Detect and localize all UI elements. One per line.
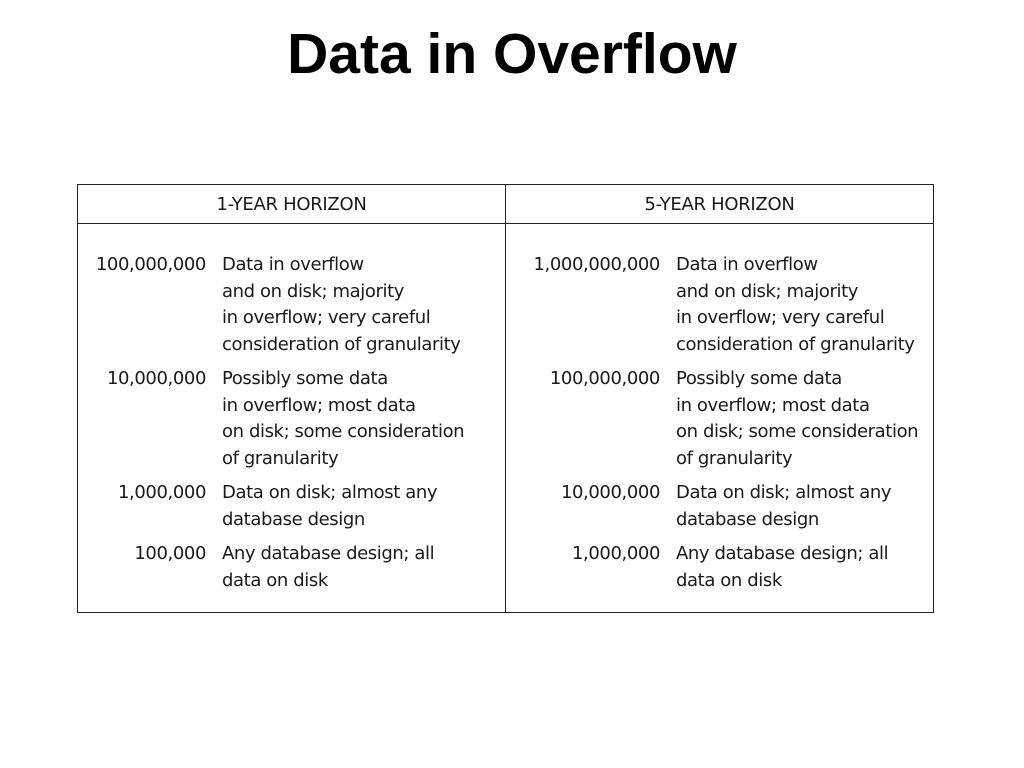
row-value: 100,000,000 <box>549 368 660 389</box>
row-description: Any database design; all data on disk <box>676 543 889 591</box>
column-header: 1-YEAR HORIZON <box>78 185 505 224</box>
column-1-year <box>78 185 506 612</box>
row-description: Data on disk; almost any database design <box>676 482 892 530</box>
table-row <box>78 252 505 358</box>
row-value: 1,000,000 <box>117 482 206 503</box>
row-value: 1,000,000 <box>571 543 660 564</box>
column-rows <box>506 224 933 594</box>
row-value: 10,000,000 <box>106 368 206 389</box>
table-row <box>506 366 933 472</box>
table-row <box>78 541 505 594</box>
table-row <box>506 252 933 358</box>
row-description: Data in overflow and on disk; majority in overflow; very careful consideration of granularity <box>676 254 915 355</box>
row-value: 10,000,000 <box>560 482 660 503</box>
row-description: Data on disk; almost any database design <box>222 482 438 530</box>
horizon-table <box>77 184 934 613</box>
slide-title: Data in Overflow <box>287 22 737 86</box>
table-row <box>506 541 933 594</box>
row-description: Possibly some data in overflow; most data on disk; some consideration of granularity <box>676 368 919 469</box>
column-5-year <box>506 185 933 612</box>
row-value: 1,000,000,000 <box>533 254 660 275</box>
table-row <box>506 480 933 533</box>
row-description: Data in overflow and on disk; majority in overflow; very careful consideration of granularity <box>222 254 461 355</box>
row-description: Any database design; all data on disk <box>222 543 435 591</box>
row-value: 100,000 <box>134 543 206 564</box>
column-rows <box>78 224 505 594</box>
table-row <box>78 480 505 533</box>
column-header: 5-YEAR HORIZON <box>506 185 933 224</box>
table-row <box>78 366 505 472</box>
row-value: 100,000,000 <box>95 254 206 275</box>
row-description: Possibly some data in overflow; most data on disk; some consideration of granularity <box>222 368 465 469</box>
